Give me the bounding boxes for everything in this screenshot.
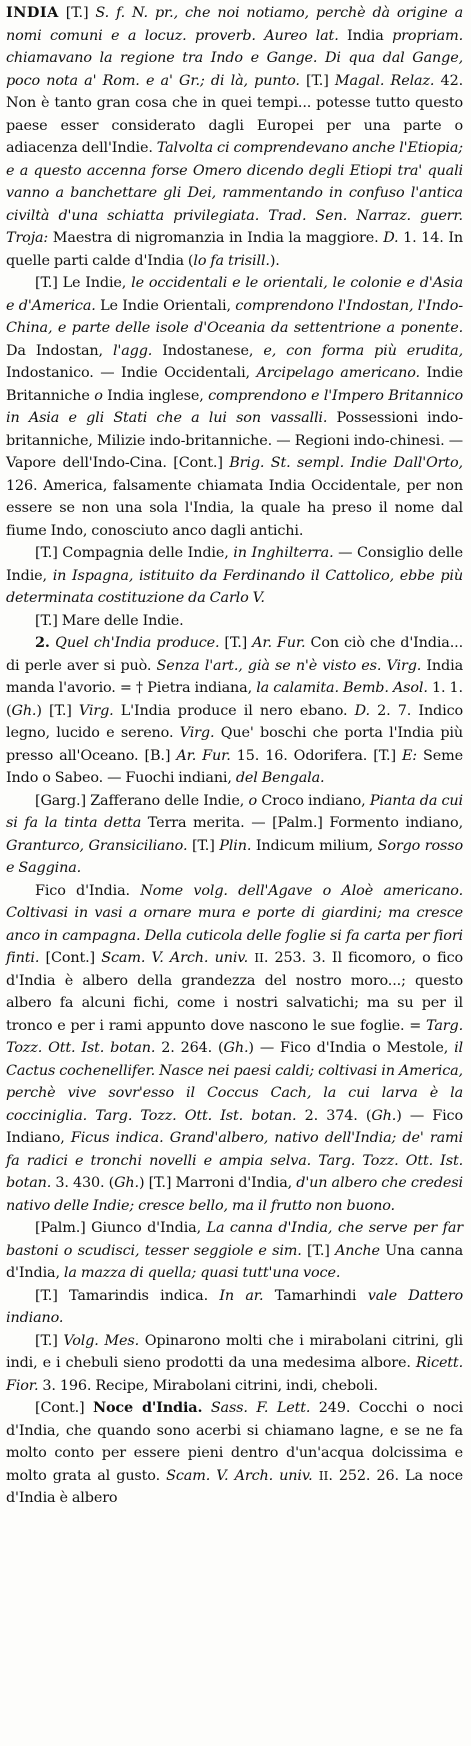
entry-text-italic: La canna d'India, che serve per far bastoni o scudisci, tesser seggiole e sim. (6, 1220, 463, 1259)
entry-headword: INDIA (6, 4, 59, 21)
entry-text: Terra merita. — [Palm.] Formento indiano, (141, 815, 463, 831)
entry-text-italic: la mazza di quella; quasi tutt'una voce. (63, 1265, 341, 1281)
sense-number: 2. (35, 634, 56, 651)
entry-text-italic: le occidentali e le orientali, le colonie e d'Asia e d'America. (6, 275, 463, 314)
entry-text-italic: D. (354, 702, 370, 719)
entry-text: Le Indie Orientali, (95, 297, 236, 314)
entry-text: [T.] (219, 635, 253, 651)
entry-text: India inglese, (102, 387, 209, 404)
entry-text-italic: d'un albero che credesi nativo delle Indie; cresce bello, ma il frutto non buono. (6, 1175, 463, 1214)
entry-text-italic: Virg. (78, 702, 114, 719)
entry-text: [Cont.] (35, 1400, 93, 1416)
entry-text: Possessioni indo-britanniche, Milizie indo-britanniche. — Regioni indo-chinesi. — Vapore dell'Indo-Cina. [Cont.] (6, 410, 463, 471)
entry-text: Maestra di nigromanzia in India la maggiore. (48, 230, 384, 246)
entry-text-italic: Plin. (219, 837, 252, 854)
entry-text: Tamarhindi (263, 1287, 368, 1304)
entry-text (202, 1400, 211, 1416)
entry-text-italic: Ficus indica. Grand'albero, nativo dell'India; de' rami fa radici e tronchi novelli e ampia selva. Targ. Tozz. Ott. Ist. botan. (6, 1130, 463, 1191)
entry-text-italic: Brig. St. sempl. Indie Dall'Orto, (229, 455, 463, 471)
entry-text: 1. 1. ( (6, 680, 463, 719)
entry-text: [Cont.] (39, 950, 102, 966)
entry-text: 3. 196. Recipe, Mirabolani citrini, indi, cheboli. (38, 1377, 378, 1394)
entry-text: ) [T.] Marroni d'India, (138, 1175, 297, 1191)
entry-text: [Palm.] Giunco d'India, (35, 1220, 207, 1236)
entry-text-italic: Talvolta ci comprendevano anche l'Etiopia; e a questo accenna forse Omero dicendo degli Etiopi tra' quali vanno a banchettare gli Dei, rammentando in confuso l'antica civiltà d'una schiatta privilegiata. Trad. Sen. Narraz. guerr. Troja: (6, 140, 463, 246)
entry-paragraph (6, 1397, 463, 1510)
entry-text-italic: D. (383, 230, 399, 246)
entry-paragraph (6, 272, 463, 542)
entry-paragraph (6, 1285, 463, 1330)
entry-text-italic: l'agg. (112, 342, 153, 359)
entry-text: Indie Britanniche (6, 365, 463, 404)
entry-text: 126. America, falsamente chiamata India Occidentale, per non essere se non una sola l'India, la quale ha preso il nome dal fiume Indo, conosciuto anco dagli antichi. (6, 477, 463, 539)
entry-text-italic: Granturco, Gransiciliano. (6, 837, 188, 854)
entry-text: Indostanico. — Indie Occidentali, (6, 365, 257, 381)
entry-text-italic: Gh. (223, 1040, 249, 1056)
entry-text-italic: o (248, 792, 257, 809)
entry-text-italic: Gh. (371, 1107, 397, 1124)
entry-paragraph (6, 632, 463, 790)
entry-text-italic: Senza l'art., già se n'è visto es. Virg. (156, 657, 422, 674)
entry-paragraph (6, 790, 463, 880)
entry-text-italic: Gh. (11, 702, 37, 719)
entry-text: 15. 16. Odorifera. [T.] (230, 747, 402, 764)
entry-text-italic: e, con forma più erudita, (263, 342, 463, 359)
entry-text-italic: Quel ch'India produce. (55, 635, 220, 651)
entry-text: [T.] (187, 837, 220, 854)
entry-text-italic: in Inghilterra. (233, 545, 334, 561)
entry-text: India manda l'avorio. = † Pietra indiana, (6, 657, 463, 696)
entry-text-italic: Ricett. Fior. (6, 1355, 463, 1394)
entry-text: Indostanese, (152, 342, 264, 359)
entry-text: India (338, 27, 393, 44)
roman-numeral: II (254, 950, 264, 965)
entry-text: L'India produce il nero ebano. (113, 702, 355, 719)
entry-text: Con ciò che d'India... di perle aver si può. (6, 635, 463, 674)
entry-text: 2. 264. ( (155, 1040, 224, 1056)
entry-text-italic: Pianta da cui si fa la tinta detta (6, 792, 463, 831)
entry-paragraph (6, 880, 463, 1218)
entry-text-italic: Volg. Mes. (63, 1332, 140, 1349)
entry-text: Una canna d'India, (6, 1242, 463, 1281)
entry-text: . 252. 26. La noce d'India è albero (6, 1467, 463, 1506)
entry-text-italic: lo fa trisill. (193, 252, 270, 269)
entry-text-italic: comprendono l'Indostan, l'Indo-China, e parte delle isole d'Oceania da settentrione a ponente. (6, 297, 463, 336)
entry-text: [T.] Le Indie, (35, 275, 132, 291)
entry-text: Indicum milium, (251, 837, 378, 854)
entry-text: [T.] (299, 72, 335, 89)
entry-text-italic: in Ispagna, istituito da Ferdinando il Cattolico, ebbe più determinata costituzione da Carlo V. (6, 567, 464, 606)
entry-text-italic: vale Dattero indiano. (6, 1287, 463, 1326)
entry-text: Croco indiano, (256, 792, 370, 809)
entry-paragraph (6, 542, 463, 610)
entry-text-italic: la calamita. Bemb. Asol. (256, 680, 428, 696)
entry-text: 1. 14. In quelle parti calde d'India ( (6, 230, 464, 269)
entry-text-italic: Sorgo rosso e Saggina. (6, 837, 463, 876)
entry-text-italic: o (94, 387, 103, 404)
entry-text-italic: Magal. Relaz. (334, 72, 435, 89)
entry-text-italic: Targ. Tozz. Ott. Ist. botan. (6, 1017, 463, 1056)
entry-text-italic: Arcipelago americano. (256, 365, 420, 381)
entry-text: 3. 430. ( (51, 1175, 115, 1191)
entry-text-italic: il Cactus cochenellifer. Nasce nei paesi caldi; coltivasi in America, perchè vive sovr'esso il Coccus Cach, la cui larva è la cocciniglia. Targ. Tozz. Ott. Ist. botan. (6, 1040, 463, 1124)
entry-text-italic: del Bengala. (235, 770, 325, 786)
entry-text: [T.] Tamarindis indica. (35, 1287, 220, 1304)
entry-text-italic: Anche (335, 1242, 380, 1259)
entry-text: 42. Non è tanto gran cosa che in quei tempi... potesse tutto questo paese esser considerato dagli Europei per una parte o adiacenza dell'Indie. (6, 72, 463, 156)
entry-text: Da Indostan, (6, 342, 113, 359)
entry-text: . 253. 3. Il ficomoro, o fico d'India è albero della grandezza del nostro moro...; questo albero fa alcuni fichi, come i nostri salvatichi; ma su per il tronco e per i rami appunto dove nascono le sue foglie. = (6, 950, 463, 1034)
entry-text: 249. Cocchi o noci d'India, che quando sono acerbi si chiamano lagne, e se ne fa molto conto per essere pieni dentro d'un'acqua dolcissima e molto grata al gusto. (6, 1400, 463, 1484)
entry-text: Que' boschi che porta l'India più presso all'Oceano. [B.] (6, 725, 463, 764)
entry-text: [T.] Mare delle Indie. (35, 612, 184, 629)
entry-text: 2. 7. Indico legno, lucido e sereno. (6, 702, 463, 741)
entry-paragraph (6, 610, 463, 633)
entry-text: 2. 374. ( (296, 1107, 372, 1124)
entry-text-italic: S. f. N. pr., che noi notiamo, perchè dà origine a nomi comuni e a locuz. proverb. Aureo lat. (6, 5, 463, 44)
entry-text: [T.] (58, 5, 96, 21)
entry-text: ) — Fico d'India o Mestole, (248, 1040, 455, 1056)
entry-text-italic: Ar. Fur. (252, 635, 306, 651)
subentry-headword: Noce d'India. (92, 1399, 203, 1416)
entry-text: ) — Fico Indiano, (6, 1107, 463, 1146)
entry-text: [T.] (301, 1242, 336, 1259)
entry-text: — Consiglio delle Indie, (6, 545, 463, 584)
entry-text: ). (269, 252, 280, 269)
entry-text: [T.] (35, 1332, 64, 1349)
entry-text-italic: Virg. (179, 725, 215, 741)
roman-numeral: II (318, 1467, 329, 1483)
entry-text: ) [T.] (36, 702, 79, 719)
entry-text-italic: E: (401, 747, 418, 764)
entry-text-italic: Ar. Fur. (176, 747, 231, 764)
entry-paragraph (6, 1330, 463, 1398)
entry-text: [T.] Compagnia delle Indie, (35, 545, 234, 561)
entry-text: Fico d'India. (35, 882, 141, 899)
entry-text-italic: Nome volg. dell'Agave o Aloè americano. Coltivasi in vasi a ornare mura e porte di giardini; ma cresce anco in campagna. Della cuticola delle foglie si fa carta per fiori finti. (6, 882, 463, 966)
entry-text-italic: Scam. V. Arch. univ. (166, 1467, 313, 1484)
entry-text-italic: comprendono e l'Impero Britannico in Asia e gli Stati che a lui son vassalli. (6, 387, 463, 426)
entry-headword-paragraph (6, 2, 463, 272)
entry-text-italic: Sass. F. Lett. (210, 1400, 311, 1416)
entry-text-italic: Gh. (114, 1175, 139, 1191)
entry-text-italic: propriam. chiamavano la regione tra Indo e Gange. Di qua dal Gange, poco nota a' Rom. e a' Gr.; di là, punto. (6, 27, 463, 89)
entry-text: Opinarono molti che i mirabolani citrini, gli indi, e i chebuli sieno prodotti da una medesima albore. (6, 1332, 463, 1371)
entry-text-italic: Scam. V. Arch. univ. (101, 950, 248, 966)
entry-paragraph (6, 1217, 463, 1285)
entry-text: Seme Indo o Sabeo. — Fuochi indiani, (6, 747, 463, 786)
entry-text-italic: In ar. (219, 1287, 264, 1304)
entry-text: [Garg.] Zafferano delle Indie, (35, 792, 249, 809)
